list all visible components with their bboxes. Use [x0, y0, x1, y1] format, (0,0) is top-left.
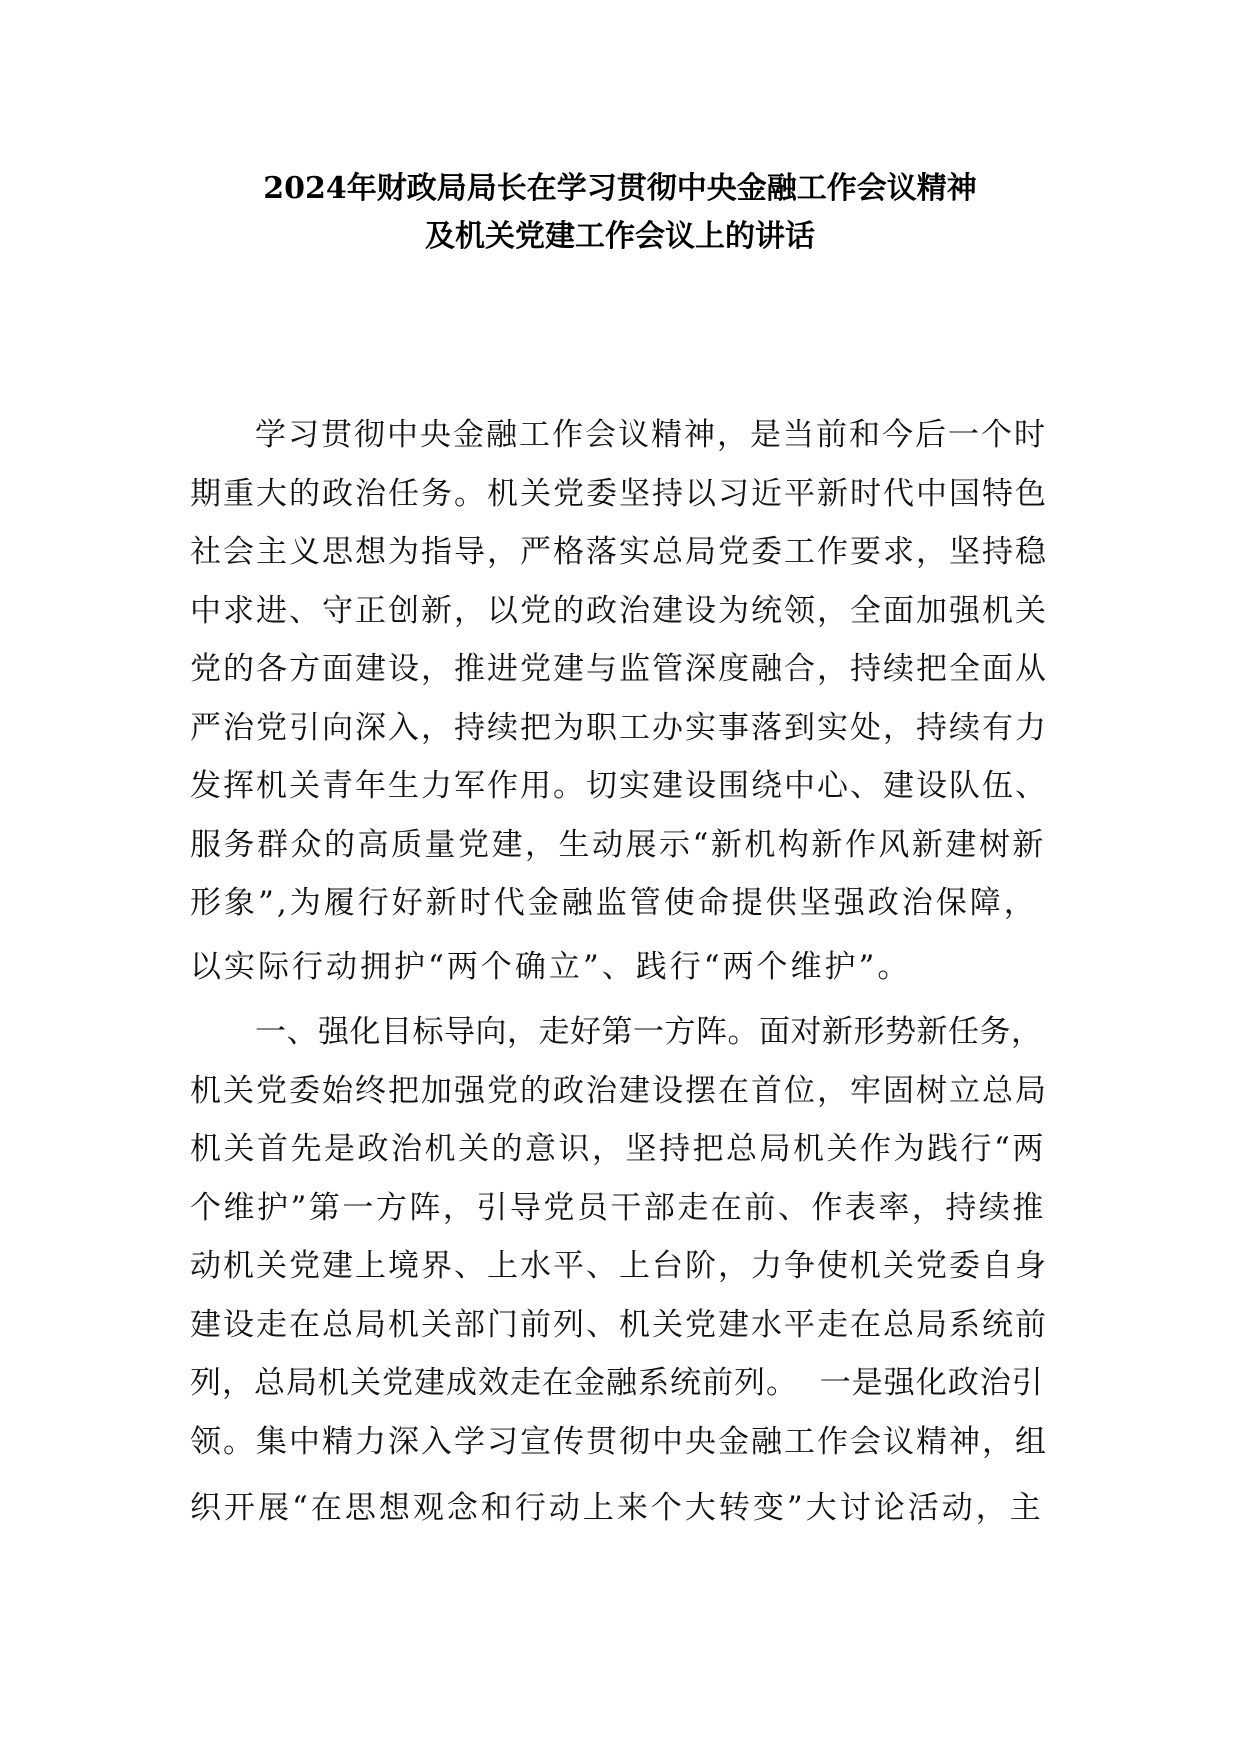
body-line: 列，总局机关党建成效走在金融系统前列。 一是强化政治引 — [190, 1365, 1044, 1401]
body-line: 形象”,为履行好新时代金融监管使命提供坚强政治保障， — [190, 885, 1038, 921]
body-line: 以实际行动拥护“两个确立”、践行“两个维护”。 — [190, 949, 912, 985]
body-line: 社会主义思想为指导，严格落实总局党委工作要求，坚持稳 — [190, 534, 1048, 570]
body-line: 领。集中精力深入学习宣传贯彻中央金融工作会议精神，组 — [190, 1424, 1048, 1460]
body-line: 发挥机关青年生力军作用。切实建设围绕中心、建设队伍、 — [190, 768, 1048, 804]
body-line: 动机关党建上境界、上水平、上台阶，力争使机关党委自身 — [190, 1248, 1048, 1284]
document-title-line-1: 2024年财政局局长在学习贯彻中央金融工作会议精神 — [263, 171, 977, 206]
body-line: 中求进、守正创新，以党的政治建设为统领，全面加强机关 — [190, 593, 1048, 629]
body-line: 个维护”第一方阵，引导党员干部走在前、作表率，持续推 — [190, 1190, 1046, 1226]
body-line: 学习贯彻中央金融工作会议精神，是当前和今后一个时 — [255, 417, 1047, 453]
body-line: 机关首先是政治机关的意识，坚持把总局机关作为践行“两 — [190, 1131, 1046, 1167]
body-line: 机关党委始终把加强党的政治建设摆在首位，牢固树立总局 — [190, 1073, 1048, 1109]
body-line: 严治党引向深入，持续把为职工办实事落到实处，持续有力 — [190, 710, 1048, 746]
body-line: 织开展“在思想观念和行动上来个大转变”大讨论活动，主 — [190, 1490, 1044, 1526]
body-line: 党的各方面建设，推进党建与监管深度融合，持续把全面从 — [190, 651, 1048, 687]
document-title-line-2: 及机关党建工作会议上的讲话 — [425, 219, 815, 254]
body-line: 期重大的政治任务。机关党委坚持以习近平新时代中国特色 — [190, 476, 1048, 512]
body-line: 建设走在总局机关部门前列、机关党建水平走在总局系统前 — [190, 1307, 1048, 1343]
body-line: 一、强化目标导向，走好第一方阵。面对新形势新任务， — [255, 1014, 1043, 1050]
body-line: 服务群众的高质量党建，生动展示“新机构新作风新建树新 — [190, 827, 1046, 863]
